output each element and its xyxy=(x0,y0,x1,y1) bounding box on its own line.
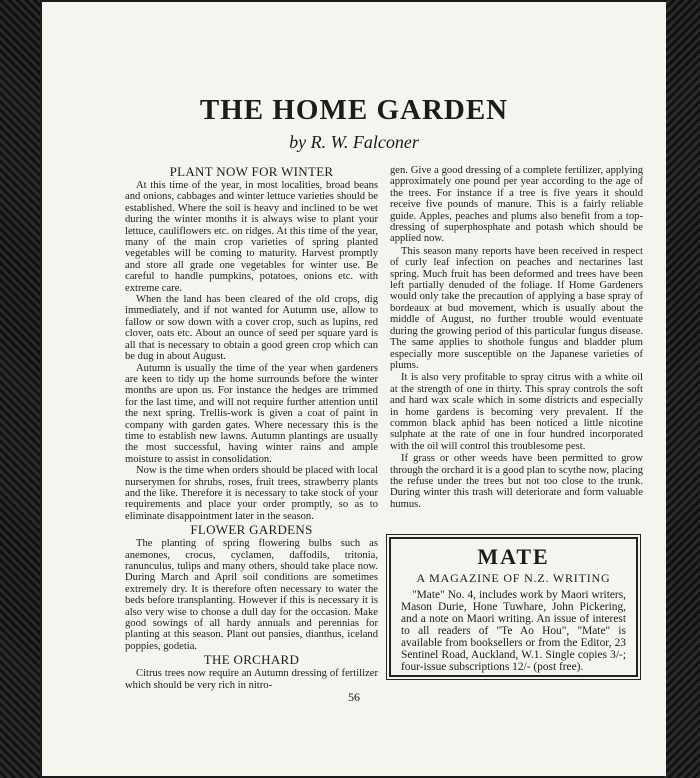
paragraph: The planting of spring flowering bulbs such as anemones, crocus, cyclamen, daffodils, tritonia, ranunculus, tulips and many others, should take place now. During March and April soil conditions are sometimes extremely dry. It is therefore often necessary to water the beds before transplanting. However if this is necessary it is also very wise to choose a dull day for the occasion. Make good sowings of all hardy annuals and perennias for planting at this season. Plant out pansies, dianthus, iceland poppies, godetia. xyxy=(125,538,378,652)
heading-the-orchard: THE ORCHARD xyxy=(203,652,300,668)
right-column xyxy=(390,165,643,511)
paragraph: gen. Give a good dressing of a complete fertilizer, applying approximately one pound per year according to the age of the trees. For instance if a tree is five years it should receive five pounds of manure. This is a fairly reliable guide. Apples, peaches and plums also benefit from a top-dressing of superphosphate and potash which should be applied now. xyxy=(390,165,643,245)
book-binding-left xyxy=(0,0,40,778)
paragraph: This season many reports have been received in respect of curly leaf infection on peaches and nectarines last spring. Much fruit has been deformed and trees have been left partially denuded of the foliage. If Home Gardeners would only take the precaution of applying a base spray of bordeaux at bud movement, which is usually about the middle of August, no further trouble would eventuate during the growing period of this particular fungus disease. The same applies to shothole fungus and bladder plum especially more susceptible on the Japanese varieties of plums. xyxy=(390,245,643,371)
mate-advert-inner xyxy=(389,537,638,677)
mate-advert-box xyxy=(386,534,641,680)
article-title: THE HOME GARDEN xyxy=(199,94,509,126)
page xyxy=(42,2,666,776)
book-binding-right xyxy=(664,0,700,778)
paragraph: Now is the time when orders should be placed with local nurserymen for shrubs, roses, fruit trees, strawberry plants and the like. Therefore it is necessary to take stock of your requirements and place your order promptly, so as to eliminate disappointment later in the season. xyxy=(125,465,378,522)
paragraph: Autumn is usually the time of the year when gardeners are keen to tidy up the home surrounds before the winter months are upon us. For instance the hedges are trimmed for the last time, and will not require further attention until the next spring. Trellis-work is given a coat of paint in company with garden gates. Where necessary this is the time to establish new lawns. Autumn plantings are usually the most successful, having winter rains and ample moisture to assist in consolidation. xyxy=(125,362,378,465)
advert-text: "Mate" No. 4, includes work by Maori writers, Mason Durie, Hone Tuwhare, John Pickering, and a note on Maori writing. An issue of interest to all readers of "Te Ao Hou", "Mate" is available from booksellers or from the Editor, 23 Sentinel Road, Auckland, W.1. Single copies 3/-; four-issue subscriptions 12/- (post free). xyxy=(401,589,626,673)
paragraph: If grass or other weeds have been permitted to grow through the orchard it is a good plan to scythe now, placing the refuse under the trees but not too close to the trunk. During winter this trash will deteriorate and form valuable humus. xyxy=(390,453,643,510)
paragraph: When the land has been cleared of the old crops, dig immediately, and if not wanted for Autumn use, allow to fallow or sow down with a cover crop, such as lupins, red clover, oats etc. About an ounce of seed per square yard is all that is necessary to obtain a good green crop which can be dug in about August. xyxy=(125,294,378,363)
heading-plant-now: PLANT NOW FOR WINTER xyxy=(169,164,334,179)
paragraph: At this time of the year, in most localities, broad beans and onions, cabbages and winter lettuce varieties should be established. Where the soil is heavy and inclined to be wet during the winter months it is always wise to plant your lettuce, cauliflowers etc. on ridges. At this time of the year, many of the main crop varieties of spring planted vegetables will be coming to maturity. Harvest promptly and store all grade one vegetables for winter use. Be careful to handle pumpkins, potatoes, onions etc. with extreme care. xyxy=(125,180,378,294)
paragraph: Citrus trees now require an Autumn dressing of fertilizer which should be very rich in nitro- xyxy=(125,668,378,691)
article-byline: by R. W. Falconer xyxy=(289,132,419,152)
advert-subtitle: A MAGAZINE OF N.Z. WRITING xyxy=(416,571,611,585)
paragraph: It is also very profitable to spray citrus with a white oil at the strength of one in thirty. This spray controls the soft and hard wax scale which in some districts and especially in home gardens is becoming very prevalent. If the common black aphid has been noticed a little nicotine sulphate at the rate of one in four hundred incorporated with the oil will control this troublesome pest. xyxy=(390,372,643,452)
page-number: 56 xyxy=(348,690,360,704)
heading-flower-gardens: FLOWER GARDENS xyxy=(190,522,313,538)
left-column xyxy=(125,165,378,691)
advert-title: MATE xyxy=(477,544,550,569)
